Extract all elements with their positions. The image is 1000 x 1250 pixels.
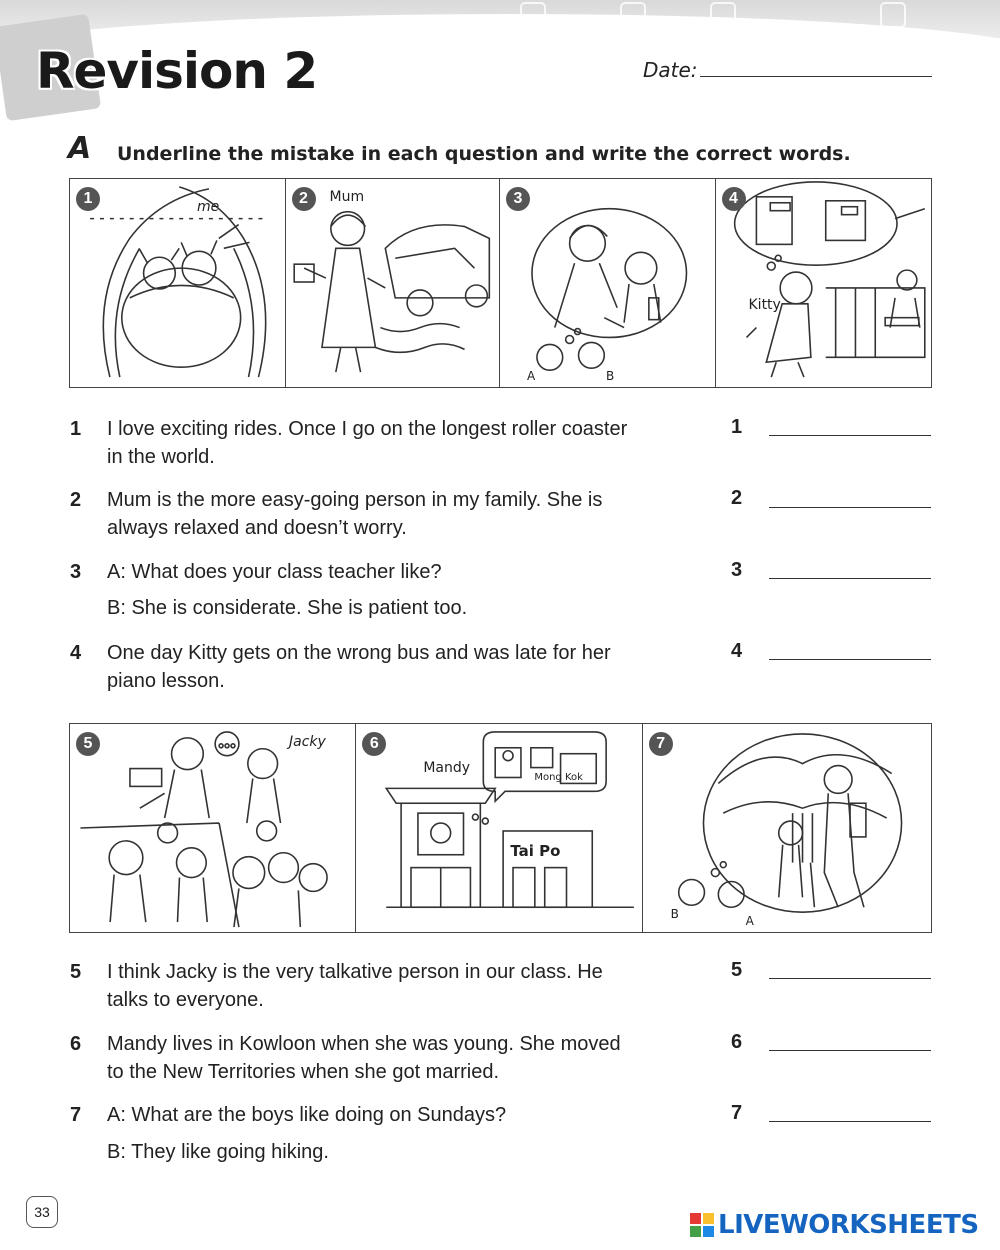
panel-caption: Mandy: [423, 760, 471, 776]
question-number: 6: [70, 1033, 82, 1055]
woman-car-illustration: [286, 179, 500, 387]
panel-number-badge: 5: [76, 732, 100, 756]
picture-row-top: [69, 178, 932, 388]
question-line-2: always relaxed and doesn’t worry.: [107, 517, 407, 539]
question-line-1: Mum is the more easy-going person in my family. She is: [107, 489, 603, 511]
bus-piano-illustration: [716, 179, 932, 387]
puzzle-icon: [880, 2, 906, 28]
liveworksheets-icon: [690, 1213, 714, 1237]
question-line-2: B: They like going hiking.: [107, 1141, 329, 1163]
jacky-talking-illustration: [70, 724, 355, 932]
answer-number: 1: [731, 416, 743, 438]
teacher-student-illustration: [500, 179, 715, 387]
brand-logo[interactable]: [690, 1210, 979, 1240]
question-line-1: Mandy lives in Kowloon when she was young. She moved: [107, 1033, 621, 1055]
section-instruction: Underline the mistake in each question and write the correct words.: [117, 143, 851, 165]
question-line-1: A: What are the boys like doing on Sundays?: [107, 1104, 507, 1126]
sign-tai-po: Tai Po: [510, 842, 561, 860]
question-number: 1: [70, 418, 82, 440]
question-number: 3: [70, 561, 82, 583]
question-line-2: piano lesson.: [107, 670, 225, 692]
panel-caption-b: B: [670, 907, 679, 921]
answer-number: 7: [731, 1102, 743, 1124]
roller-coaster-illustration: [70, 179, 285, 387]
panel-number-badge: 7: [649, 732, 673, 756]
question-line-1: A: What does your class teacher like?: [107, 561, 442, 583]
panel-caption: me: [197, 199, 220, 215]
hiking-illustration: [643, 724, 931, 932]
answer-field-7[interactable]: [769, 1121, 931, 1122]
picture-panel-5: [70, 724, 356, 932]
answer-number: 6: [731, 1031, 743, 1053]
picture-panel-2: [286, 179, 501, 387]
answer-number: 5: [731, 959, 743, 981]
answer-field-3[interactable]: [769, 578, 931, 579]
panel-number-badge: 3: [506, 187, 530, 211]
page-title: Revision 2: [36, 42, 318, 100]
answer-field-1[interactable]: [769, 435, 931, 436]
question-line-2: B: She is considerate. She is patient too.: [107, 597, 468, 619]
question-line-1: I love exciting rides. Once I go on the longest roller coaster: [107, 418, 628, 440]
sign-mong-kok: Mong Kok: [534, 772, 583, 783]
puzzle-icon: [710, 2, 736, 28]
picture-row-bottom: [69, 723, 932, 933]
answer-number: 2: [731, 487, 743, 509]
panel-number-badge: 6: [362, 732, 386, 756]
panel-number-badge: 2: [292, 187, 316, 211]
picture-panel-4: [716, 179, 932, 387]
answer-number: 3: [731, 559, 743, 581]
picture-panel-3: [500, 179, 716, 387]
panel-caption-a: A: [745, 914, 754, 928]
picture-panel-7: [643, 724, 931, 932]
question-number: 4: [70, 642, 82, 664]
question-line-2: talks to everyone.: [107, 989, 264, 1011]
panel-caption: Mum: [329, 189, 365, 205]
panel-caption-b: B: [606, 369, 615, 383]
picture-panel-1: [70, 179, 286, 387]
puzzle-icon: [620, 2, 646, 28]
page-number: 33: [26, 1196, 58, 1228]
answer-field-6[interactable]: [769, 1050, 931, 1051]
answer-field-2[interactable]: [769, 507, 931, 508]
section-letter: A: [68, 131, 92, 166]
question-line-2: in the world.: [107, 446, 215, 468]
question-line-2: to the New Territories when she got married.: [107, 1061, 500, 1083]
answer-number: 4: [731, 640, 743, 662]
puzzle-icon: [520, 2, 546, 28]
answer-field-5[interactable]: [769, 978, 931, 979]
panel-caption: Jacky: [289, 734, 326, 750]
question-number: 7: [70, 1104, 82, 1126]
answer-field-4[interactable]: [769, 659, 931, 660]
question-number: 5: [70, 961, 82, 983]
question-line-1: One day Kitty gets on the wrong bus and was late for her: [107, 642, 611, 664]
panel-number-badge: 1: [76, 187, 100, 211]
panel-caption: Kitty: [748, 297, 781, 313]
brand-name: LIVEWORKSHEETS: [718, 1210, 979, 1240]
panel-number-badge: 4: [722, 187, 746, 211]
question-number: 2: [70, 489, 82, 511]
question-line-1: I think Jacky is the very talkative person in our class. He: [107, 961, 603, 983]
date-field[interactable]: [700, 76, 932, 77]
panel-caption-a: A: [527, 369, 536, 383]
date-label: Date:: [643, 58, 698, 82]
picture-panel-6: [356, 724, 642, 932]
mandy-house-illustration: [356, 724, 641, 932]
